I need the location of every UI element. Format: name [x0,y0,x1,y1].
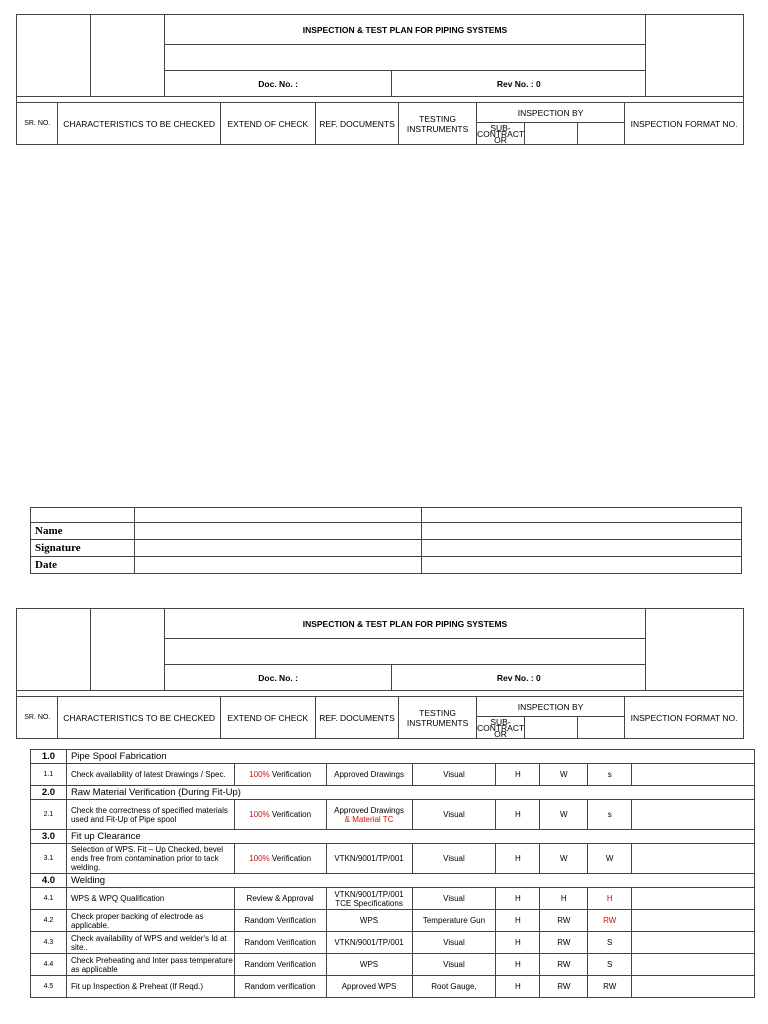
col-extend: EXTEND OF CHECK [220,697,315,739]
format-cell [632,932,755,954]
insp-b-cell: H [540,888,588,910]
col-sub-contract: SUB-CONTRACT OR [476,716,525,739]
col-ref-docs: REF. DOCUMENTS [315,697,398,739]
logo-cell-2 [90,15,164,97]
item-number: 3.1 [31,844,67,874]
table-row [31,932,755,954]
header-block-top [16,14,744,97]
characteristic-cell: Selection of WPS. Fit – Up Checked, bevel ends free from contamination prior to tack welding. [66,844,234,874]
ref-text: VTKN/9001/TP/001 [334,854,404,863]
ref-cell [326,976,412,998]
ref-text: Approved WPS [341,982,397,991]
table-row [31,954,755,976]
insp-c-cell: S [588,954,632,976]
signoff-signature-label: Signature [31,540,135,557]
section-number: 2.0 [31,786,67,800]
ref-cell [326,800,412,830]
section-title: Welding [66,874,754,888]
plan-title: INSPECTION & TEST PLAN FOR PIPING SYSTEMS [164,609,645,639]
ref-text: VTKN/9001/TP/001 [334,938,404,947]
extend-text: Random verification [244,982,316,991]
col-format-no: INSPECTION FORMAT NO. [625,103,744,145]
testing-cell: Temperature Gun [412,910,496,932]
col-insp-3 [578,123,625,145]
item-number: 1.1 [31,764,67,786]
logo-cell-1 [17,15,91,97]
col-inspection-by: INSPECTION BY [476,697,624,717]
signoff-name-label: Name [31,523,135,540]
extend-percent: 100% [249,854,270,863]
col-characteristics: CHARACTERISTICS TO BE CHECKED [58,697,220,739]
signoff-table [30,507,742,574]
col-sub-contract: SUB-CONTRACT OR [476,122,525,145]
extend-percent: 100% [249,770,270,779]
item-number: 4.5 [31,976,67,998]
extend-text: Verification [271,854,312,863]
insp-b-cell: RW [540,976,588,998]
ref-cell [326,954,412,976]
item-number: 2.1 [31,800,67,830]
ref-cell [326,910,412,932]
table-row [31,764,755,786]
ref-cell [326,888,412,910]
ref-text: Approved Drawings [334,770,404,779]
extend-cell [234,910,326,932]
characteristic-cell: WPS & WPQ Qualification [66,888,234,910]
ref-cell [326,764,412,786]
ref-red-text: & Material TC [344,814,394,824]
item-number: 4.1 [31,888,67,910]
extend-cell [234,888,326,910]
logo-cell-2 [90,609,164,691]
section-row [31,874,755,888]
testing-cell: Visual [412,844,496,874]
format-cell [632,764,755,786]
col-sr-no: SR. NO. [17,103,58,145]
characteristic-cell: Check proper backing of electrode as applicable. [66,910,234,932]
item-number: 4.2 [31,910,67,932]
insp-b-cell: W [540,844,588,874]
section-number: 1.0 [31,750,67,764]
insp-b-cell: W [540,764,588,786]
extend-text: Review & Approval [246,894,314,903]
section-row [31,830,755,844]
insp-a-cell: H [496,844,540,874]
col-format-no: INSPECTION FORMAT NO. [625,697,744,739]
format-cell [632,954,755,976]
format-cell [632,976,755,998]
extend-cell [234,764,326,786]
section-title: Fit up Clearance [66,830,754,844]
insp-c-cell: s [588,800,632,830]
ref-cell [326,932,412,954]
extend-percent: 100% [249,810,270,819]
section-row [31,750,755,764]
section-row [31,786,755,800]
header-block-bottom [16,608,744,691]
testing-cell: Root Gauge, [412,976,496,998]
extend-cell [234,800,326,830]
column-header-top [16,96,744,145]
testing-cell: Visual [412,954,496,976]
insp-c-cell: RW [588,910,632,932]
extend-text: Verification [271,770,312,779]
characteristic-cell: Check Preheating and Inter pass temperature as applicable [66,954,234,976]
table-row [31,888,755,910]
col-ref-docs: REF. DOCUMENTS [315,103,398,145]
col-sr-no: SR. NO. [17,697,58,739]
insp-b-cell: RW [540,932,588,954]
testing-cell: Visual [412,932,496,954]
doc-no-label: Doc. No. : [164,71,392,97]
insp-c-cell: s [588,764,632,786]
col-inspection-by: INSPECTION BY [476,103,624,123]
section-number: 4.0 [31,874,67,888]
format-cell [632,910,755,932]
characteristic-cell: Fit up Inspection & Preheat (If Reqd.) [66,976,234,998]
extend-cell [234,844,326,874]
characteristic-cell: Check availability of WPS and welder's Id at site.. [66,932,234,954]
col-testing: TESTING INSTRUMENTS [399,697,477,739]
rev-no-label: Rev No. : 0 [392,71,646,97]
insp-c-cell: S [588,932,632,954]
item-number: 4.3 [31,932,67,954]
format-cell [632,888,755,910]
characteristic-cell: Check the correctness of specified materials used and Fit-Up of Pipe spool [66,800,234,830]
extend-cell [234,976,326,998]
col-extend: EXTEND OF CHECK [220,103,315,145]
ref-text: Approved Drawings [334,805,404,815]
table-row [31,844,755,874]
col-testing: TESTING INSTRUMENTS [399,103,477,145]
logo-cell-1 [17,609,91,691]
insp-b-cell: RW [540,910,588,932]
doc-no-label: Doc. No. : [164,665,392,691]
blank-row [164,639,645,665]
col-insp-2 [525,717,578,739]
insp-a-cell: H [496,764,540,786]
extend-text: Verification [271,810,312,819]
table-row [31,976,755,998]
extend-text: Random Verification [244,938,316,947]
insp-a-cell: H [496,932,540,954]
format-cell [632,800,755,830]
section-title: Raw Material Verification (During Fit-Up) [66,786,754,800]
col-insp-3 [578,717,625,739]
table-row [31,910,755,932]
testing-cell: Visual [412,888,496,910]
insp-a-cell: H [496,800,540,830]
section-title: Pipe Spool Fabrication [66,750,754,764]
item-number: 4.4 [31,954,67,976]
signoff-date-label: Date [31,557,135,574]
extend-cell [234,932,326,954]
insp-a-cell: H [496,888,540,910]
extend-text: Random Verification [244,916,316,925]
testing-cell: Visual [412,800,496,830]
insp-a-cell: H [496,954,540,976]
testing-cell: Visual [412,764,496,786]
ref-text: VTKN/9001/TP/001 TCE Specifications [334,889,404,908]
insp-a-cell: H [496,910,540,932]
format-cell [632,844,755,874]
ref-text: WPS [359,960,379,969]
characteristic-cell: Check availability of latest Drawings / Spec. [66,764,234,786]
insp-a-cell: H [496,976,540,998]
ref-text: WPS [359,916,379,925]
table-row [31,800,755,830]
rev-no-label: Rev No. : 0 [392,665,646,691]
insp-c-cell: W [588,844,632,874]
col-characteristics: CHARACTERISTICS TO BE CHECKED [58,103,220,145]
header-right-cell [646,15,744,97]
plan-title: INSPECTION & TEST PLAN FOR PIPING SYSTEMS [164,15,645,45]
section-number: 3.0 [31,830,67,844]
itp-table [30,749,755,998]
ref-cell [326,844,412,874]
insp-b-cell: RW [540,954,588,976]
extend-cell [234,954,326,976]
header-right-cell [646,609,744,691]
col-insp-2 [525,123,578,145]
extend-text: Random Verification [244,960,316,969]
column-header-bottom [16,690,744,739]
insp-c-cell: RW [588,976,632,998]
insp-c-cell: H [588,888,632,910]
blank-row [164,45,645,71]
insp-b-cell: W [540,800,588,830]
